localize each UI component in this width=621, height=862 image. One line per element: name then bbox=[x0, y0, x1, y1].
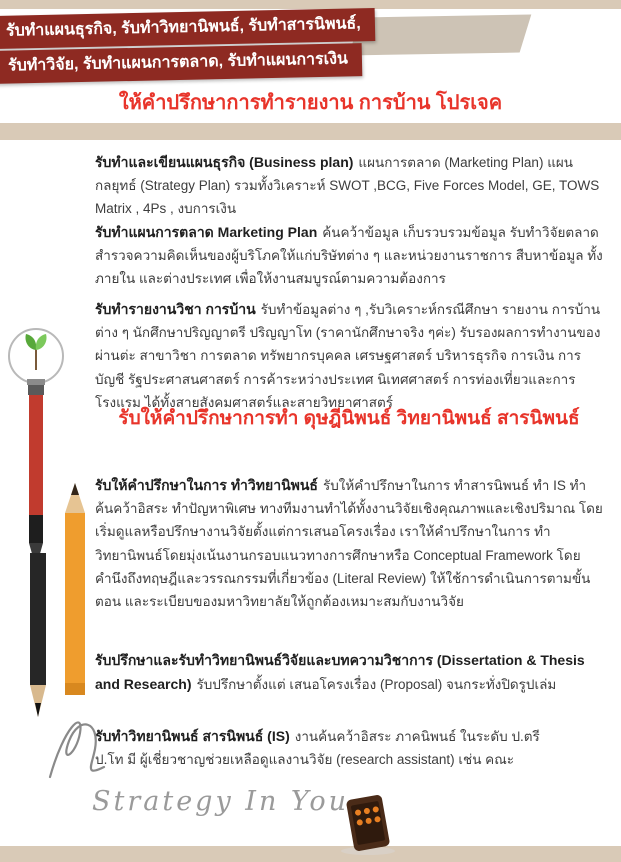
paragraph-lead: รับทำและเขียนแผนธุรกิจ (Business plan) bbox=[95, 154, 354, 170]
lightbulb-plant-icon bbox=[5, 322, 67, 577]
paragraph-lead: รับทำวิทยานิพนธ์ สารนิพนธ์ (IS) bbox=[95, 728, 290, 744]
paragraph-dissertation bbox=[95, 648, 603, 696]
paragraph-body: รับให้คำปรึกษาในการ ทำสารนิพนธ์ ทำ IS ทำค้นคว้าอิสระ ทำปัญหาพิเศษ ทางทีมงานทำได้ทั้งงานวิจัยเชิงคุณภาพและเชิงปริมาณ โดยเริ่มดูแลหรือปรึกษางานวิจัยตั้งแต่การเสนอโครงเรื่อง เราให้คำปรึกษาในการ ทำวิทยานิพนธ์โดยมุ่งเน้นงานกรอบแนวทางการศึกษาหรือ Conceptual Framework โดยคำนึงถึงทฤษฎีและวรรณกรรมที่เกี่ยวข้อง (Literal Review) ให้ใช้การดำเนินการตามขั้นตอน และระเบียบของมหาวิทยาลัยให้ถูกต้องเหมาะสมกับงานวิจัย bbox=[95, 478, 603, 610]
thesis-subheading: รับให้คำปรึกษาการทำ ดุษฎีนิพนธ์ วิทยานิพนธ์ สารนิพนธ์ bbox=[118, 408, 580, 429]
banner-shadow-ribbon bbox=[349, 15, 532, 56]
bottom-stripe bbox=[0, 846, 621, 862]
banner-line-2: รับทำวิจัย, รับทำแผนการตลาด, รับทำแผนการเงิน bbox=[0, 43, 362, 84]
black-pencil-icon bbox=[25, 553, 51, 726]
paragraph-lead: รับปรึกษาและรับทำวิทยานิพนธ์วิจัยและบทความวิชาการ (Dissertation & Thesis and Research) bbox=[95, 652, 585, 693]
paragraph-body: รับทำข้อมูลต่าง ๆ ,รับวิเคราะห์กรณีศึกษา รายงาน การบ้านต่าง ๆ นักศึกษาปริญญาตรี ปริญญาโท (ราคานักศึกษาจริง ๆค่ะ) รับรองผลการทำงานของผ่านต่ะ สาขาวิชา การตลาด ทรัพยากรบุคคล เศรษฐศาสตร์ บริหารธุรกิจ การเงิน การบัญชี รัฐประศาสนศาสตร์ การค้าระหว่างประเทศ นิเทศศาสตร์ การท่องเที่ยวและการโรงแรม ได้ทั้งสายสังคมศาสตร์และสายวิทยาศาสตร์ bbox=[95, 302, 601, 410]
banner-line-1: รับทำแผนธุรกิจ, รับทำวิทยานิพนธ์, รับทำสารนิพนธ์, bbox=[0, 8, 375, 49]
signature-flourish-icon bbox=[40, 705, 120, 795]
paragraph-lead: รับให้คำปรึกษาในการ ทำวิทยานิพนธ์ bbox=[95, 477, 318, 493]
paragraph-lead: รับทำแผนการตลาด Marketing Plan bbox=[95, 224, 318, 240]
paragraph-homework-reports bbox=[95, 297, 603, 414]
paragraph-marketing-plan bbox=[95, 220, 603, 291]
top-stripe bbox=[0, 0, 621, 9]
middle-stripe bbox=[0, 123, 621, 140]
paragraph-is-research bbox=[95, 724, 565, 771]
paragraph-body: ค้นคว้าข้อมูล เก็บรวบรวมข้อมูล รับทำวิจัยตลาด สำรวจความคิดเห็นของผู้บริโภคให้แก่บริษัทต่าง ๆ และหน่วยงานราชการ สืบหาข้อมูล ทั้งภายใน และต่างประเทศ เพื่อให้งานสมบูรณ์ตามความต้องการ bbox=[95, 225, 603, 287]
brand-signature: Strategy In You bbox=[92, 786, 350, 817]
paragraph-body: งานค้นคว้าอิสระ ภาคนิพนธ์ ในระดับ ป.ตรี ป.โท มี ผู้เชี่ยวชาญช่วยเหลือดูแลงานวิจัย (research assistant) เช่น คณะ bbox=[95, 729, 540, 768]
paragraph-business-plan bbox=[95, 150, 603, 221]
page-title: ให้คำปรึกษาการทำรายงาน การบ้าน โปรเจค bbox=[118, 92, 503, 114]
paragraph-body: แผนการตลาด (Marketing Plan) แผนกลยุทธ์ (Strategy Plan) รวมทั้งวิเคราะห์ SWOT ,BCG, Five Forces Model, GE, TOWS Matrix , 4Ps , งบการเงิน bbox=[95, 155, 600, 217]
paragraph-body: รับปรึกษาตั้งแต่ เสนอโครงเรื่อง (Proposal) จนกระทั่งปิดรูปเล่ม bbox=[196, 677, 557, 693]
paragraph-thesis-consulting bbox=[95, 473, 603, 613]
orange-pencil-icon bbox=[62, 483, 88, 700]
paragraph-lead: รับทำรายงานวิชา การบ้าน bbox=[95, 301, 256, 317]
